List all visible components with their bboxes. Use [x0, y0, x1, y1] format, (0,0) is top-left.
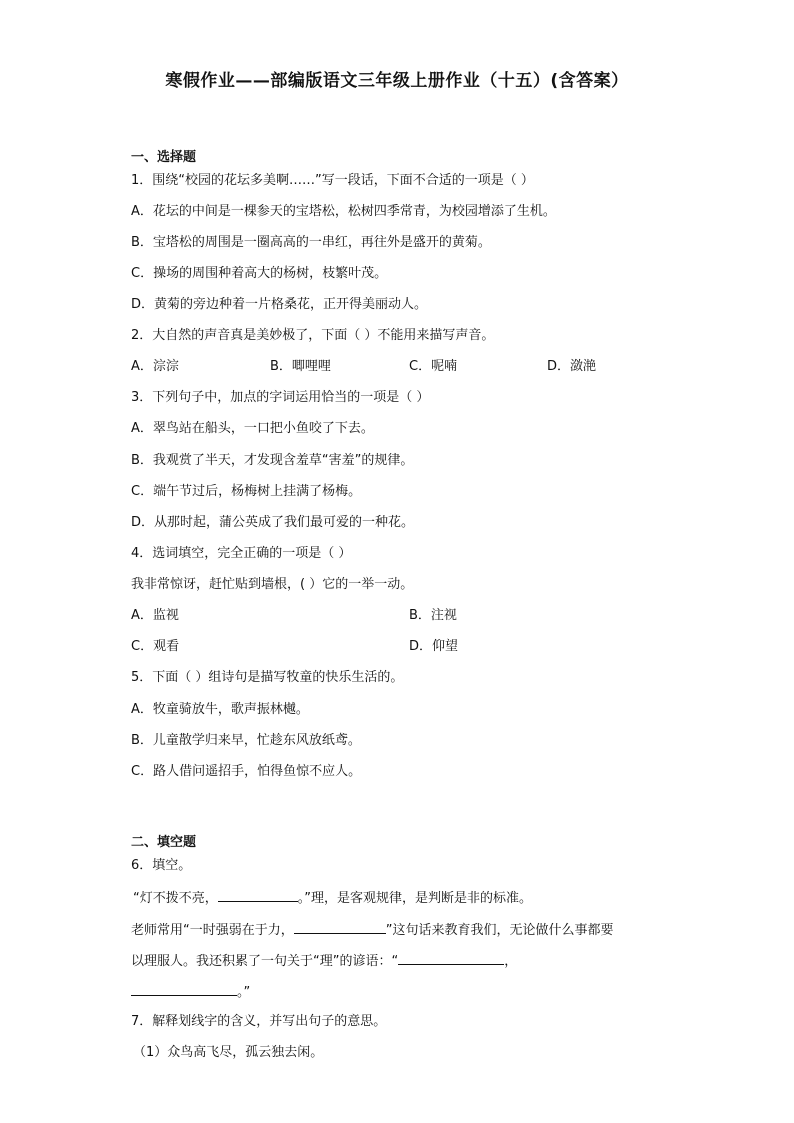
section-choice-heading: 一、选择题 — [131, 150, 197, 165]
question-6-blank-3[interactable] — [398, 951, 504, 965]
question-3-option-b: B．我观赏了半天，才发现含羞草“害羞”的规律。 — [131, 453, 414, 468]
question-5-option-b: B．儿童散学归来早，忙趁东风放纸鸢。 — [131, 733, 361, 748]
question-6-blank-4[interactable] — [131, 982, 237, 996]
question-2-option-a: A．淙淙 — [131, 359, 179, 374]
question-1-option-d: D．黄菊的旁边种着一片格桑花，正开得美丽动人。 — [131, 297, 428, 312]
question-6-line-3-text-a: 以理服人。我还积累了一句关于“理”的谚语：“ — [131, 954, 399, 969]
question-6-line-1-text-b: 。”理，是客观规律，是判断是非的标准。 — [297, 891, 532, 906]
question-3-option-c: C．端午节过后，杨梅树上挂满了杨梅。 — [131, 484, 362, 499]
question-6-line-1 — [133, 888, 532, 908]
question-2-stem: 2．大自然的声音真是美妙极了，下面（ ）不能用来描写声音。 — [131, 328, 495, 343]
question-3-option-a: A．翠鸟站在船头，一口把小鱼咬了下去。 — [131, 421, 374, 436]
question-3-stem: 3．下列句子中，加点的字词运用恰当的一项是（ ） — [131, 390, 430, 405]
question-4-option-a: A．监视 — [131, 608, 179, 623]
question-6-blank-1[interactable] — [218, 888, 298, 902]
question-6-line-2-text-a: 老师常用“一时强弱在于力， — [131, 923, 294, 938]
question-6-line-4-text-b: 。” — [237, 985, 251, 1000]
question-6-line-4 — [131, 982, 250, 1002]
question-1-option-a: A．花坛的中间是一棵参天的宝塔松，松树四季常青，为校园增添了生机。 — [131, 204, 556, 219]
question-4-stem: 4．选词填空，完全正确的一项是（ ） — [131, 546, 352, 561]
question-5-option-c: C．路人借问遥招手，怕得鱼惊不应人。 — [131, 764, 362, 779]
question-2-option-b: B．唧哩哩 — [270, 359, 331, 374]
question-3-option-d: D．从那时起，蒲公英成了我们最可爱的一种花。 — [131, 515, 415, 530]
question-7-stem: 7．解释划线字的含义，并写出句子的意思。 — [131, 1014, 387, 1029]
question-6-line-2 — [131, 920, 614, 940]
question-1-stem: 1．围绕“校园的花坛多美啊……”写一段话，下面不合适的一项是（ ） — [131, 173, 534, 188]
document-title: 寒假作业——部编版语文三年级上册作业（十五）(含答案） — [165, 71, 629, 91]
question-6-line-3-text-b: ， — [504, 954, 518, 969]
question-6-line-3 — [131, 951, 517, 971]
question-4-sentence: 我非常惊讶，赶忙贴到墙根，( ）它的一举一动。 — [131, 577, 414, 592]
question-6-line-2-text-b: ”这句话来教育我们，无论做什么事都要 — [385, 923, 614, 938]
question-4-option-d: D．仰望 — [409, 639, 459, 654]
section-fill-heading: 二、填空题 — [131, 835, 197, 850]
question-5-option-a: A．牧童骑放牛，歌声振林樾。 — [131, 702, 309, 717]
question-2-option-c: C．呢喃 — [409, 359, 458, 374]
question-2-option-d: D．潋滟 — [547, 359, 597, 374]
question-4-option-b: B．注视 — [409, 608, 457, 623]
question-5-stem: 5．下面（ ）组诗句是描写牧童的快乐生活的。 — [131, 670, 404, 685]
question-6-blank-2[interactable] — [294, 920, 386, 934]
question-6-line-1-text-a: “灯不拨不亮， — [133, 891, 218, 906]
question-6-stem: 6．填空。 — [131, 858, 192, 873]
question-1-option-c: C．操场的周围种着高大的杨树，枝繁叶茂。 — [131, 266, 388, 281]
question-4-option-c: C．观看 — [131, 639, 180, 654]
question-7-sub-1: （1）众鸟高飞尽，孤云独去闲。 — [133, 1045, 324, 1060]
question-1-option-b: B．宝塔松的周围是一圈高高的一串红，再往外是盛开的黄菊。 — [131, 235, 491, 250]
